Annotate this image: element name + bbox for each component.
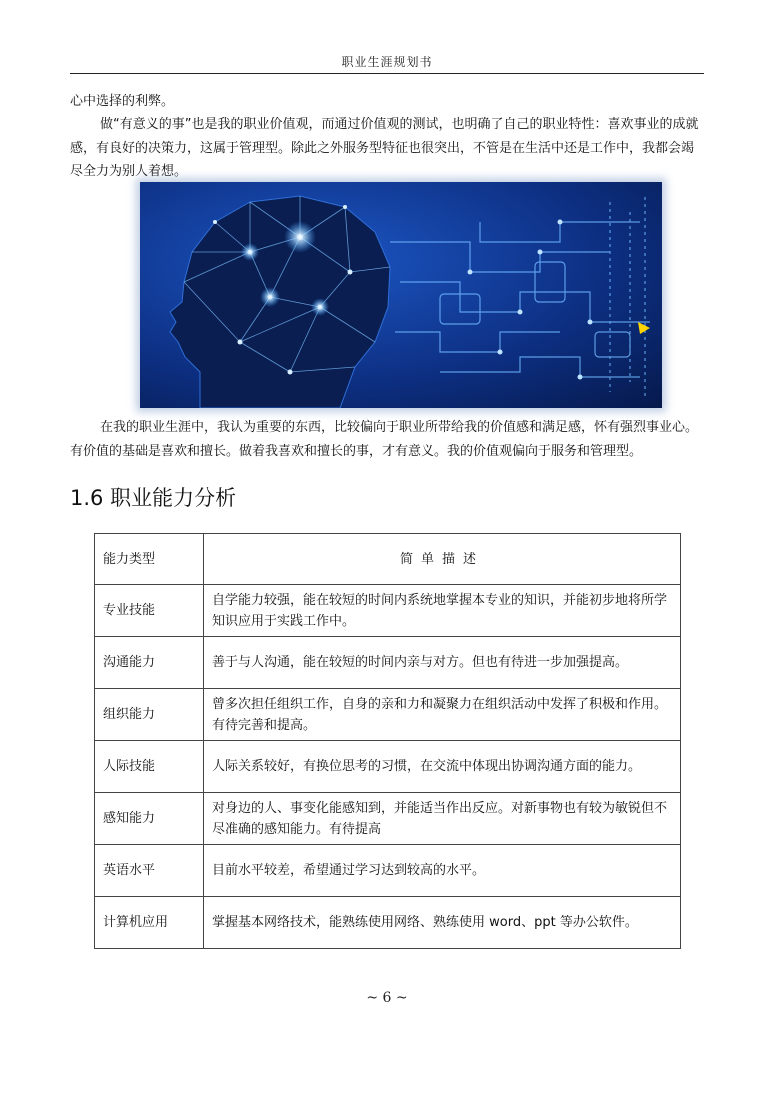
ability-desc: 善于与人沟通，能在较短的时间内亲与对方。但也有待进一步加强提高。 [204,637,681,689]
table-header-row [95,534,681,585]
ai-head-figure [140,182,662,408]
ability-type: 英语水平 [95,845,204,897]
table-row [95,845,681,897]
intro-paragraph: 做“有意义的事”也是我的职业价值观，而通过价值观的测试，也明确了自己的职业特性：喜欢事业的成就感，有良好的决策力，这属于管理型。除此之外服务型特征也很突出，不管是在生活中还是工作中，我都会竭尽全力为别人着想。 [70,117,699,179]
header-rule [70,73,704,74]
table-row [95,897,681,949]
table-row [95,689,681,741]
ability-type: 感知能力 [95,793,204,845]
table-row [95,637,681,689]
ability-type: 计算机应用 [95,897,204,949]
ability-desc: 掌握基本网络技术，能熟练使用网络、熟练使用 word、ppt 等办公软件。 [204,897,681,949]
page-number: ~ 6 ~ [366,990,408,1006]
values-paragraph: 在我的职业生涯中，我认为重要的东西，比较偏向于职业所带给我的价值感和满足感，怀有强烈事业心。有价值的基础是喜欢和擅长。做着我喜欢和擅长的事，才有意义。我的价值观偏向于服务和管理型。 [70,420,699,459]
ability-type: 沟通能力 [95,637,204,689]
ability-table [94,533,681,949]
table-row [95,741,681,793]
intro-line: 心中选择的利弊。 [70,94,175,109]
ability-type: 人际技能 [95,741,204,793]
section-heading: 1.6 职业能力分析 [70,486,237,510]
header-title: 职业生涯规划书 [341,55,433,69]
ability-type: 专业技能 [95,585,204,637]
table-row [95,793,681,845]
table-row [95,585,681,637]
header-desc [204,534,681,585]
header-type: 能力类型 [95,534,204,585]
ability-desc: 人际关系较好，有换位思考的习惯，在交流中体现出协调沟通方面的能力。 [204,741,681,793]
ability-desc: 自学能力较强，能在较短的时间内系统地掌握本专业的知识，并能初步地将所学知识应用于实践工作中。 [204,585,681,637]
ability-desc: 曾多次担任组织工作，自身的亲和力和凝聚力在组织活动中发挥了积极和作用。有待完善和提高。 [204,689,681,741]
header-desc-label: 简单描述 [399,551,484,567]
ability-type: 组织能力 [95,689,204,741]
ability-desc: 目前水平较差，希望通过学习达到较高的水平。 [204,845,681,897]
ai-head-illustration [140,182,662,408]
ability-desc: 对身边的人、事变化能感知到，并能适当作出反应。对新事物也有较为敏锐但不尽准确的感知能力。有待提高 [204,793,681,845]
